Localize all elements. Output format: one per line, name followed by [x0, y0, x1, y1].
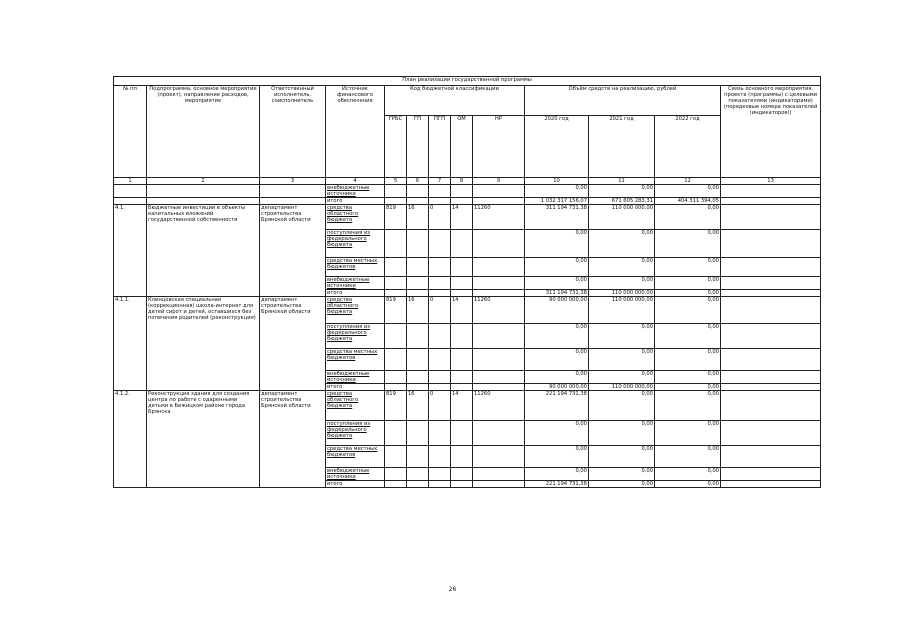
indicator-link	[721, 349, 821, 371]
indicator-link	[721, 481, 821, 488]
responsible-executor: департамент строительства Брянской области	[260, 205, 326, 297]
value-2020: 221 194 731,38	[525, 481, 589, 488]
value-2022: 0,00	[655, 290, 721, 297]
indicator-link	[721, 468, 821, 481]
indicator-link	[721, 324, 821, 349]
value-2021: 0,00	[589, 324, 655, 349]
value-2022: 0,00	[655, 384, 721, 391]
column-number: 6	[407, 178, 429, 185]
code-grbs: 819	[385, 205, 407, 230]
source-cell: средства местных бюджетов	[326, 446, 385, 468]
header-num: № пп	[114, 86, 147, 178]
value-2022: 0,00	[655, 481, 721, 488]
header-2022: 2022 год	[655, 116, 721, 178]
header-om: ОМ	[451, 116, 473, 178]
source-cell: итого	[326, 198, 385, 205]
value-2021: 0,00	[589, 391, 655, 421]
row-number: 4.1.1.	[114, 297, 147, 391]
activity-name: Реконструкция здания для создания центра по работе с одаренными детьми в Бежицком районе города Брянска	[147, 391, 260, 488]
value-2022: 0,00	[655, 258, 721, 277]
column-number: 3	[260, 178, 326, 185]
source-cell: средства местных бюджетов	[326, 258, 385, 277]
value-2020: 221 194 731,38	[525, 391, 589, 421]
code-nr: 11260	[473, 391, 525, 421]
value-2022: 0,00	[655, 371, 721, 384]
header-pgp: ПГП	[429, 116, 451, 178]
value-2021: 0,00	[589, 371, 655, 384]
activity-name: Бюджетные инвестиции в объекты капитальных вложений государственной собственности	[147, 205, 260, 297]
column-number: 13	[721, 178, 821, 185]
indicator-link	[721, 421, 821, 446]
value-2022: 0,00	[655, 468, 721, 481]
indicator-link	[721, 384, 821, 391]
value-2021: 0,00	[589, 481, 655, 488]
value-2022: 0,00	[655, 297, 721, 324]
column-number: 2	[147, 178, 260, 185]
value-2021: 0,00	[589, 258, 655, 277]
column-number: 12	[655, 178, 721, 185]
column-number: 1	[114, 178, 147, 185]
indicator-link	[721, 446, 821, 468]
code-pgp: 0	[429, 205, 451, 230]
value-2020: 0,00	[525, 371, 589, 384]
value-2022: 0,00	[655, 446, 721, 468]
responsible-executor: департамент строительства Брянской области	[260, 391, 326, 488]
table-row	[114, 205, 821, 230]
code-grbs: 819	[385, 297, 407, 324]
source-cell: поступления из федерального бюджета	[326, 230, 385, 258]
value-2021: 0,00	[589, 349, 655, 371]
header-grbs: ГРБС	[385, 116, 407, 178]
source-cell: итого	[326, 384, 385, 391]
column-number: 4	[326, 178, 385, 185]
code-grbs: 819	[385, 391, 407, 421]
source-cell: внебюджетные источники	[326, 185, 385, 198]
value-2020: 0,00	[525, 258, 589, 277]
source-cell: средства областного бюджета	[326, 205, 385, 230]
indicator-link	[721, 230, 821, 258]
value-2020: 90 000 000,00	[525, 297, 589, 324]
value-2021: 110 000 000,00	[589, 297, 655, 324]
header-2021: 2021 год	[589, 116, 655, 178]
column-number: 7	[429, 178, 451, 185]
header-gp: ГП	[407, 116, 429, 178]
value-2021: 110 000 000,00	[589, 290, 655, 297]
value-2022: 0,00	[655, 391, 721, 421]
code-om: 14	[451, 297, 473, 324]
value-2021: 0,00	[589, 277, 655, 290]
source-cell: итого	[326, 290, 385, 297]
indicator-link	[721, 258, 821, 277]
source-cell: внебюджетные источники	[326, 371, 385, 384]
table-row	[114, 198, 821, 205]
header-nr: НР	[473, 116, 525, 178]
table-row	[114, 185, 821, 198]
code-om: 14	[451, 205, 473, 230]
row-number: 4.1.2.	[114, 391, 147, 488]
value-2020: 0,00	[525, 349, 589, 371]
code-pgp: 0	[429, 391, 451, 421]
value-2021: 0,00	[589, 185, 655, 198]
value-2020: 0,00	[525, 446, 589, 468]
value-2020: 0,00	[525, 185, 589, 198]
indicator-link	[721, 297, 821, 324]
value-2021: 0,00	[589, 468, 655, 481]
value-2021: 0,00	[589, 230, 655, 258]
header-link: Связь основного мероприятия, проекта (программы) с целевыми показателями (индикаторами) (порядковые номера показателей (индикаторов))	[721, 86, 821, 178]
value-2022: 0,00	[655, 349, 721, 371]
code-gp: 16	[407, 391, 429, 421]
value-2020: 0,00	[525, 277, 589, 290]
value-2020: 0,00	[525, 324, 589, 349]
indicator-link	[721, 205, 821, 230]
value-2022: 0,00	[655, 205, 721, 230]
value-2020: 0,00	[525, 230, 589, 258]
source-cell: поступления из федерального бюджета	[326, 324, 385, 349]
activity-name: Клинцовская специальная (коррекционная) школа-интернат для детей сирот и детей, оставшихся без попечения родителей (реконструкция)	[147, 297, 260, 391]
source-cell: средства областного бюджета	[326, 391, 385, 421]
column-number: 9	[473, 178, 525, 185]
indicator-link	[721, 391, 821, 421]
source-cell: внебюджетные источники	[326, 277, 385, 290]
header-budget-code: Код бюджетной классификации	[385, 86, 525, 116]
page-number: 26	[448, 586, 457, 593]
value-2022: 0,00	[655, 421, 721, 446]
column-number: 11	[589, 178, 655, 185]
value-2021: 110 000 000,00	[589, 205, 655, 230]
code-gp: 16	[407, 297, 429, 324]
table-row	[114, 391, 821, 421]
header-source: Источник финансового обеспечения	[326, 86, 385, 178]
code-om: 14	[451, 391, 473, 421]
value-2022: 0,00	[655, 185, 721, 198]
value-2022: 0,00	[655, 324, 721, 349]
program-plan-table	[113, 76, 821, 488]
value-2020: 0,00	[525, 421, 589, 446]
code-pgp: 0	[429, 297, 451, 324]
value-2022: 0,00	[655, 230, 721, 258]
value-2020: 0,00	[525, 468, 589, 481]
value-2020: 311 194 731,38	[525, 205, 589, 230]
code-gp: 16	[407, 205, 429, 230]
source-cell: средства областного бюджета	[326, 297, 385, 324]
column-number: 8	[451, 178, 473, 185]
code-nr: 11260	[473, 205, 525, 230]
value-2021: 671 605 283,31	[589, 198, 655, 205]
header-2020: 2020 год	[525, 116, 589, 178]
header-funds: Объём средств на реализацию, рублей	[525, 86, 721, 116]
value-2020: 1 032 317 156,07	[525, 198, 589, 205]
value-2022: 0,00	[655, 277, 721, 290]
value-2022: 404 311 394,05	[655, 198, 721, 205]
column-number: 5	[385, 178, 407, 185]
row-number: 4.1.	[114, 205, 147, 297]
value-2020: 90 000 000,00	[525, 384, 589, 391]
header-responsible: Ответственный исполнитель, соисполнитель	[260, 86, 326, 178]
value-2021: 110 000 000,00	[589, 384, 655, 391]
table-row	[114, 297, 821, 324]
source-cell: внебюджетные источники	[326, 468, 385, 481]
source-cell: поступления из федерального бюджета	[326, 421, 385, 446]
value-2021: 0,00	[589, 446, 655, 468]
header-name: Подпрограмма, основное мероприятие (проект), направление расходов, мероприятие	[147, 86, 260, 178]
value-2020: 311 194 731,38	[525, 290, 589, 297]
source-cell: итого	[326, 481, 385, 488]
responsible-executor: департамент строительства Брянской области	[260, 297, 326, 391]
indicator-link	[721, 277, 821, 290]
indicator-link	[721, 371, 821, 384]
table-title: План реализации государственной программы	[114, 77, 821, 86]
source-cell: средства местных бюджетов	[326, 349, 385, 371]
value-2021: 0,00	[589, 421, 655, 446]
code-nr: 11260	[473, 297, 525, 324]
indicator-link	[721, 290, 821, 297]
column-number: 10	[525, 178, 589, 185]
column-numbers-row	[114, 178, 821, 185]
